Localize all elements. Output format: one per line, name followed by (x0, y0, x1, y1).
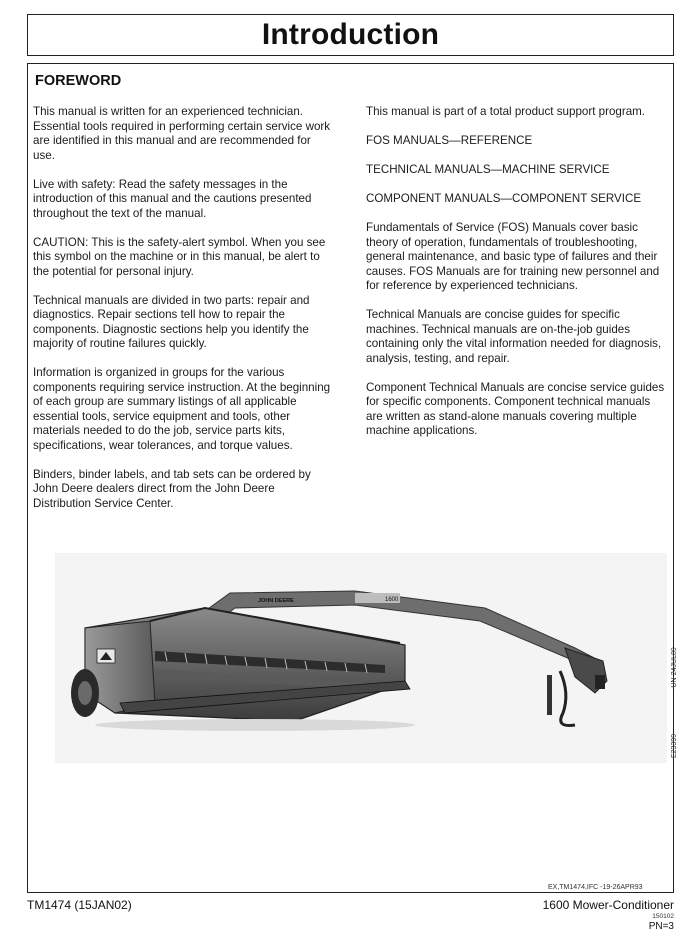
photo-image-code: E23399 (671, 733, 678, 758)
right-paragraph: Technical Manuals are concise guides for specific machines. Technical manuals are on-the-job guides containing only the vital information needed for diagnosis, analysis, testing, and repair. (366, 308, 662, 365)
left-paragraph: This manual is written for an experienced technician. Essential tools required in performing certain service work are identified in this manual and are recommended for use. (33, 105, 331, 162)
left-paragraph: Binders, binder labels, and tab sets can be ordered by John Deere dealers direct from the John Deere Distribution Service Center. (33, 467, 311, 510)
footer-product: 1600 Mower-Conditioner (542, 898, 674, 912)
right-column (366, 105, 666, 453)
photo-date-code: -UN-24JUL89 (671, 647, 678, 690)
footer-small-code: 150102 (652, 913, 674, 920)
title-box (27, 14, 674, 56)
ex-code: EX,TM1474,IFC -19-26APR93 (548, 884, 643, 891)
left-paragraph: Information is organized in groups for the various components requiring service instruction. At the beginning of each group are summary listings of all applicable essential tools, service equipment and tools, other materials needed to do the job, service parts kits, specifications, wear tolerances, and torque values. (33, 366, 331, 452)
right-paragraph: COMPONENT MANUALS—COMPONENT SERVICE (366, 192, 642, 205)
section-heading: FOREWORD (35, 73, 122, 89)
left-paragraph: Live with safety: Read the safety messages in the introduction of this manual and the cautions presented throughout the text of the manual. (33, 177, 312, 220)
right-paragraph: This manual is part of a total product support program. (366, 105, 646, 118)
right-paragraph: Component Technical Manuals are concise service guides for specific components. Component technical manuals are written as stand-alone manuals covering multiple machine applications. (366, 380, 665, 437)
right-paragraph: TECHNICAL MANUALS—MACHINE SERVICE (366, 163, 610, 176)
page-number: PN=3 (648, 921, 674, 932)
right-paragraph: Fundamentals of Service (FOS) Manuals cover basic theory of operation, fundamentals of troubleshooting, general maintenance, and basic type of failures and their causes. FOS Manuals are for training new personnel and for reference by experienced technicians. (366, 221, 660, 292)
model-number: 1600 (385, 597, 399, 603)
mower-conditioner-photo (55, 553, 667, 763)
left-column (33, 105, 333, 526)
footer-manual-id: TM1474 (15JAN02) (27, 898, 132, 912)
machine-label: JOHN DEERE (258, 598, 294, 604)
left-paragraph: Technical manuals are divided in two parts: repair and diagnostics. Repair sections tell how to repair the components. Diagnostic sections help you identify the majority of routine failures quickly. (33, 293, 310, 350)
left-paragraph: CAUTION: This is the safety-alert symbol. When you see this symbol on the machine or in this manual, be alert to the potential for personal injury. (33, 235, 326, 278)
page-title: Introduction (261, 18, 440, 51)
right-paragraph: FOS MANUALS—REFERENCE (366, 134, 533, 147)
